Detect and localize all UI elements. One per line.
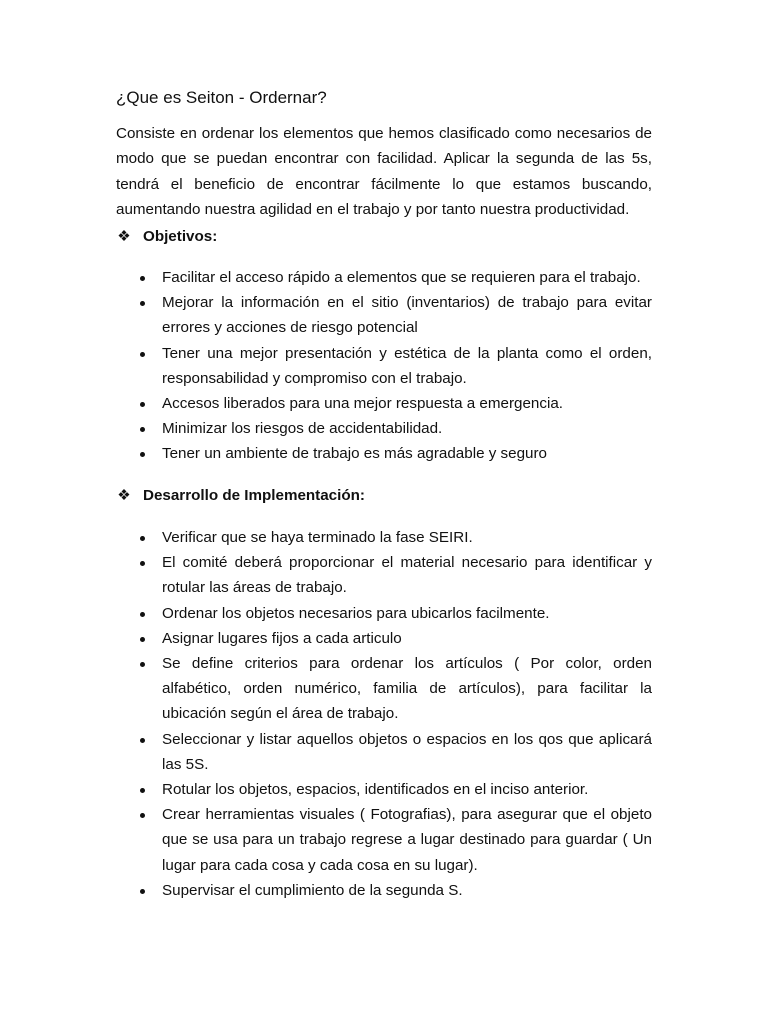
list-item-text: Minimizar los riesgos de accidentabilidad. <box>162 420 443 438</box>
desarrollo-heading-label: Desarrollo de Implementación: <box>143 487 365 504</box>
bullet-dot-icon <box>140 561 145 566</box>
list-item <box>134 802 652 878</box>
list-item <box>134 777 652 802</box>
desarrollo-heading <box>116 485 365 507</box>
list-item-text: El comité deberá proporcionar el material necesario para identificar y rotular las áreas de trabajo. <box>162 554 652 597</box>
bullet-dot-icon <box>140 427 145 432</box>
list-item <box>134 727 652 777</box>
list-item <box>134 626 652 651</box>
diamond-dingbat-icon: ❖ <box>117 228 131 245</box>
list-item-text: Ordenar los objetos necesarios para ubicarlos facilmente. <box>162 604 550 622</box>
bullet-dot-icon <box>140 452 145 457</box>
list-item-text: Tener una mejor presentación y estética de la planta como el orden, responsabilidad y compromiso con el trabajo. <box>162 344 652 387</box>
bullet-dot-icon <box>140 352 145 357</box>
list-item <box>134 441 652 466</box>
bullet-dot-icon <box>140 402 145 407</box>
bullet-dot-icon <box>140 276 145 281</box>
list-item-text: Se define criterios para ordenar los artículos ( Por color, orden alfabético, orden numérico, familia de artículos), para facilitar la ubicación según el área de trabajo. <box>162 655 652 723</box>
list-item <box>134 651 652 727</box>
list-item <box>134 265 652 290</box>
page-title: ¿Que es Seiton - Ordernar? <box>116 88 327 107</box>
bullet-dot-icon <box>140 637 145 642</box>
bullet-dot-icon <box>140 813 145 818</box>
bullet-dot-icon <box>140 889 145 894</box>
bullet-dot-icon <box>140 662 145 667</box>
objetivos-list <box>134 265 652 467</box>
objetivos-heading <box>116 226 217 248</box>
diamond-dingbat-icon: ❖ <box>117 487 131 504</box>
list-item <box>134 416 652 441</box>
list-item-text: Facilitar el acceso rápido a elementos que se requieren para el trabajo. <box>162 269 641 286</box>
bullet-dot-icon <box>140 536 145 541</box>
list-item-text: Rotular los objetos, espacios, identificados en el inciso anterior. <box>162 781 589 799</box>
intro-paragraph: Consiste en ordenar los elementos que hemos clasificado como necesarios de modo que se puedan encontrar con facilidad. Aplicar la segunda de las 5s, tendrá el beneficio de encontrar fácilmente lo que estamos buscando, aumentando nuestra agilidad en el trabajo y por tanto nuestra productividad. <box>116 125 652 218</box>
desarrollo-list <box>134 525 652 903</box>
bullet-dot-icon <box>140 301 145 306</box>
bullet-dot-icon <box>140 738 145 743</box>
list-item-text: Seleccionar y listar aquellos objetos o espacios en los qos que aplicará las 5S. <box>162 730 652 773</box>
list-item <box>134 878 652 903</box>
list-item <box>134 391 652 416</box>
list-item-text: Mejorar la información en el sitio (inventarios) de trabajo para evitar errores y acciones de riesgo potencial <box>162 294 652 337</box>
list-item-text: Crear herramientas visuales ( Fotografias), para asegurar que el objeto que se usa para un trabajo regrese a lugar destinado para guardar ( Un lugar para cada cosa y cada cosa en su lugar). <box>162 806 652 874</box>
list-item-text: Verificar que se haya terminado la fase SEIRI. <box>162 529 473 546</box>
objetivos-heading-label: Objetivos: <box>143 228 218 245</box>
list-item <box>134 550 652 600</box>
list-item <box>134 525 652 550</box>
list-item-text: Accesos liberados para una mejor respuesta a emergencia. <box>162 395 564 413</box>
list-item-text: Tener un ambiente de trabajo es más agradable y seguro <box>162 445 547 463</box>
list-item <box>134 290 652 340</box>
list-item <box>134 601 652 626</box>
bullet-dot-icon <box>140 612 145 617</box>
list-item <box>134 341 652 391</box>
bullet-dot-icon <box>140 788 145 793</box>
list-item-text: Supervisar el cumplimiento de la segunda S. <box>162 881 463 899</box>
list-item-text: Asignar lugares fijos a cada articulo <box>162 629 402 647</box>
